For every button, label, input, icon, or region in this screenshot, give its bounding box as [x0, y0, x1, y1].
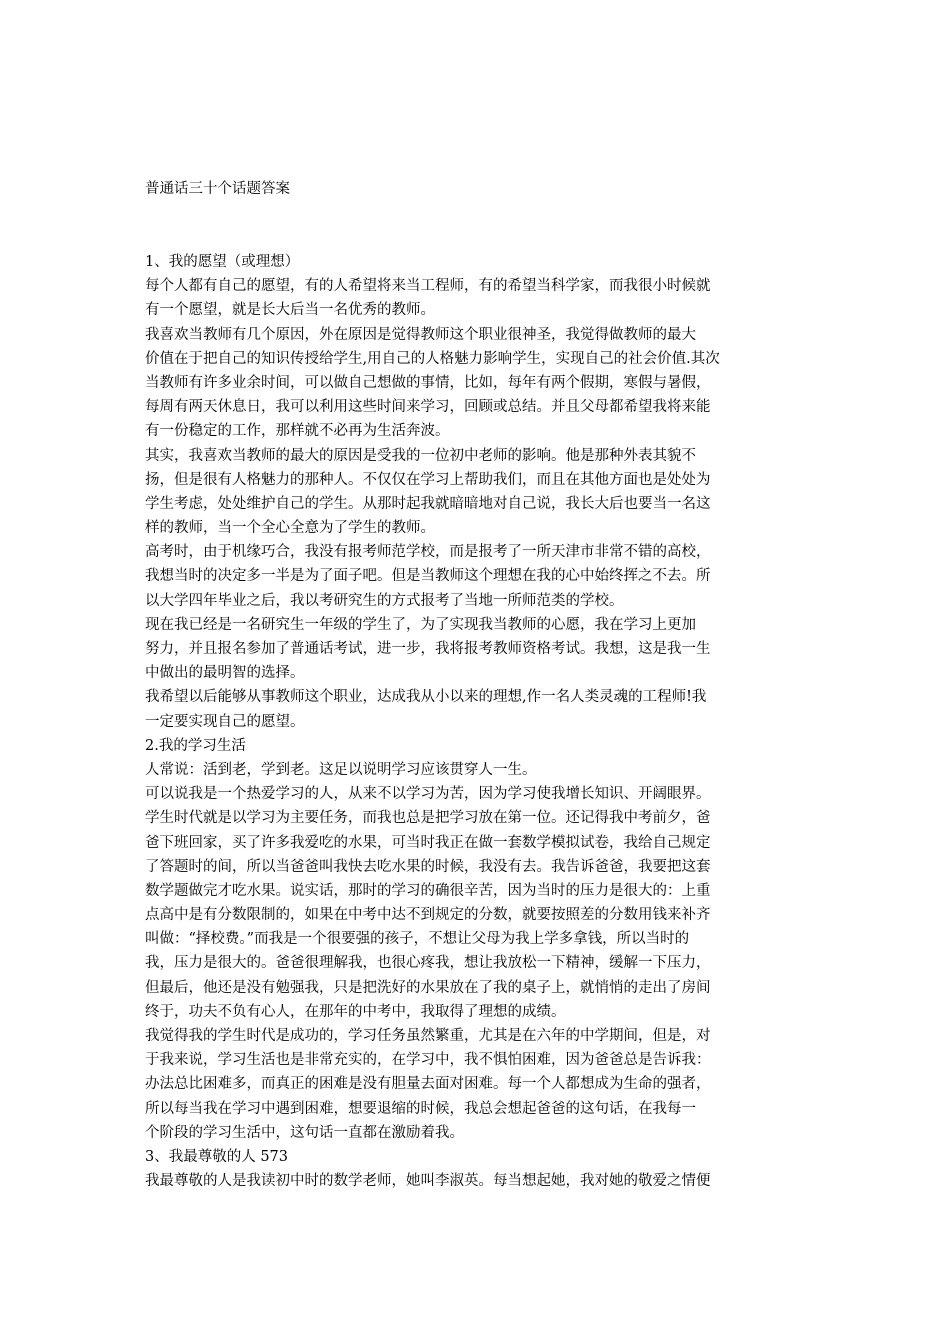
text-line: 学生时代就是以学习为主要任务，而我也总是把学习放在第一位。还记得我中考前夕，爸: [145, 810, 711, 827]
text-line: 以大学四年毕业之后，我以考研究生的方式报考了当地一所师范类的学校。: [145, 592, 624, 609]
text-line: 每周有两天休息日，我可以利用这些时间来学习，回顾或总结。并且父母都希望我将来能: [145, 399, 711, 416]
text-line: 叫做：“择校费。”而我是一个很要强的孩子，不想让父母为我上学多拿钱，所以当时的: [145, 931, 690, 948]
document-body: [145, 250, 810, 1193]
text-line: 价值在于把自己的知识传授给学生,用自己的人格魅力影响学生，实现自己的社会价值.其次: [145, 350, 720, 367]
text-line: 现在我已经是一名研究生一年级的学生了，为了实现我当教师的心愿，我在学习上更加: [145, 616, 696, 633]
text-line: 1、我的愿望（或理想）: [145, 254, 300, 270]
text-line: 于我来说，学习生活也是非常充实的，在学习中，我不惧怕困难，因为爸爸总是告诉我：: [145, 1052, 711, 1069]
text-line: 了答题时的间，所以当爸爸叫我快去吃水果的时候，我没有去。我告诉爸爸，我要把这套: [145, 858, 711, 875]
text-line: 可以说我是一个热爱学习的人，从来不以学习为苦，因为学习使我增长知识、开阔眼界。: [145, 786, 711, 803]
text-line: 点高中是有分数限制的，如果在中考中达不到规定的分数，就要按照差的分数用钱来补齐: [145, 907, 711, 924]
text-line: 办法总比困难多，而真正的困难是没有胆量去面对困难。每一个人都想成为生命的强者，: [145, 1076, 711, 1093]
text-line: 终于，功夫不负有心人，在那年的中考中，我取得了理想的成绩。: [145, 1003, 566, 1020]
text-line: 我希望以后能够从事教师这个职业，达成我从小以来的理想,作一名人类灵魂的工程师!我: [145, 689, 707, 706]
text-line: 数学题做完才吃水果。说实话，那时的学习的确很辛苦，因为当时的压力是很大的：上重: [145, 882, 711, 899]
text-line: 个阶段的学习生活中，这句话一直都在激励着我。: [145, 1124, 464, 1141]
text-line: 我想当时的决定多一半是为了面子吧。但是当教师这个理想在我的心中始终挥之不去。所: [145, 568, 711, 585]
document-title: 普通话三十个话题答案: [145, 181, 290, 197]
text-line: 我，压力是很大的。爸爸很理解我，也很心疼我，想让我放松一下精神，缓解一下压力，: [145, 955, 711, 972]
text-line: 有一份稳定的工作，那样就不必再为生活奔波。: [145, 423, 450, 440]
text-line: 我觉得我的学生时代是成功的，学习任务虽然繁重，尤其是在六年的中学期间，但是，对: [145, 1028, 711, 1044]
text-line: 人常说：活到老，学到老。这足以说明学习应该贯穿人一生。: [145, 761, 537, 778]
text-line: 2.我的学习生活: [145, 737, 246, 754]
text-line: 一定要实现自己的愿望。: [145, 713, 305, 730]
text-line: 当教师有许多业余时间，可以做自己想做的事情，比如，每年有两个假期，寒假与暑假，: [145, 374, 711, 391]
text-line: 3、我最尊敬的人 573: [145, 1148, 289, 1165]
text-line: 扬，但是很有人格魅力的那种人。不仅仅在学习上帮助我们，而且在其他方面也是处处为: [145, 471, 711, 488]
text-line: 爸下班回家，买了许多我爱吃的水果，可当时我正在做一套数学模拟试卷，我给自己规定: [145, 834, 711, 851]
text-line: 其实，我喜欢当教师的最大的原因是受我的一位初中老师的影响。他是那种外表其貌不: [145, 447, 696, 464]
text-line: 学生考虑，处处维护自己的学生。从那时起我就暗暗地对自己说，我长大后也要当一名这: [145, 495, 711, 512]
text-line: 样的教师，当一个全心全意为了学生的教师。: [145, 520, 435, 537]
text-line: 但最后，他还是没有勉强我，只是把洗好的水果放在了我的桌子上，就悄悄的走出了房间: [145, 979, 711, 996]
text-line: 我最尊敬的人是我读初中时的数学老师，她叫李淑英。每当想起她，我对她的敬爱之情便: [145, 1173, 711, 1190]
text-line: 中做出的最明智的选择。: [145, 665, 305, 682]
text-line: 努力，并且报名参加了普通话考试，进一步，我将报考教师资格考试。我想，这是我一生: [145, 641, 711, 657]
text-line: 每个人都有自己的愿望，有的人希望将来当工程师，有的希望当科学家，而我很小时候就: [145, 278, 711, 295]
text-line: 我喜欢当教师有几个原因，外在原因是觉得教师这个职业很神圣，我觉得做教师的最大: [145, 326, 696, 343]
text-line: 有一个愿望，就是长大后当一名优秀的教师。: [145, 302, 435, 319]
text-line: 所以每当我在学习中遇到困难，想要退缩的时候，我总会想起爸爸的这句话，在我每一: [145, 1100, 696, 1117]
text-line: 高考时，由于机缘巧合，我没有报考师范学校，而是报考了一所天津市非常不错的高校，: [145, 544, 711, 561]
